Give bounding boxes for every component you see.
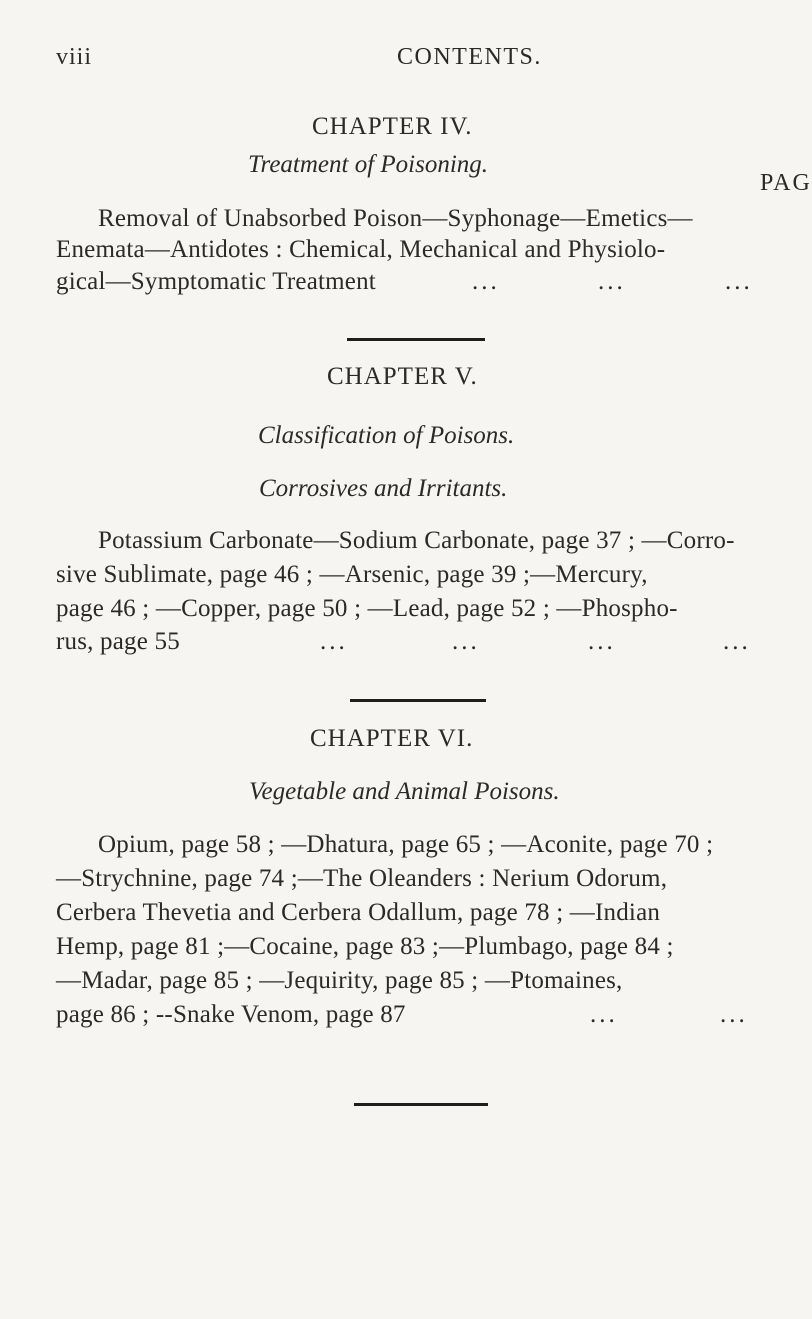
chapter-iv-line-1: Removal of Unabsorbed Poison—Syphonage—Emetics— [98,205,693,232]
chapter-vi-line-1: Opium, page 58 ; —Dhatura, page 65 ; —Aconite, page 70 ; [98,831,714,858]
chapter-iv-heading: CHAPTER IV. [312,113,473,140]
leader-dots: ... [320,628,348,655]
leader-dots: ... [588,628,616,655]
chapter-iv-subtitle: Treatment of Poisoning. [248,151,489,178]
chapter-iv-line-2: Enemata—Antidotes : Chemical, Mechanical and Physiolo- [56,236,666,263]
leader-dots: ... [472,268,500,295]
section-divider [354,1103,488,1106]
section-divider [347,338,485,341]
chapter-v-subtitle: Classification of Poisons. [258,422,515,449]
running-title: CONTENTS. [397,44,542,70]
chapter-iv-line-3: gical—Symptomatic Treatment [56,268,376,295]
page-column-label-fragment: PAG [760,170,812,196]
chapter-vi-heading: CHAPTER VI. [310,725,474,752]
section-divider [350,699,486,702]
leader-dots: ... [598,268,626,295]
chapter-v-line-2: sive Sublimate, page 46 ; —Arsenic, page 39 ;—Mercury, [56,561,648,588]
chapter-v-line-1: Potassium Carbonate—Sodium Carbonate, page 37 ; —Corro- [98,527,735,554]
chapter-vi-line-3: Cerbera Thevetia and Cerbera Odallum, page 78 ; —Indian [56,899,661,926]
chapter-v-line-3: page 46 ; —Copper, page 50 ; —Lead, page 52 ; —Phospho- [56,595,678,622]
leader-dots: ... [723,628,751,655]
chapter-vi-subtitle: Vegetable and Animal Poisons. [249,778,560,805]
chapter-vi-line-2: —Strychnine, page 74 ;—The Oleanders : Nerium Odorum, [56,865,668,892]
chapter-vi-line-5: —Madar, page 85 ; —Jequirity, page 85 ; —Ptomaines, [56,967,623,994]
chapter-vi-line-4: Hemp, page 81 ;—Cocaine, page 83 ;—Plumbago, page 84 ; [56,933,674,960]
chapter-v-subtitle-2: Corrosives and Irritants. [259,475,508,502]
page-number: viii [56,44,93,70]
chapter-v-heading: CHAPTER V. [327,363,478,390]
leader-dots: ... [452,628,480,655]
leader-dots: ... [720,1001,748,1028]
leader-dots: ... [590,1001,618,1028]
chapter-vi-line-6: page 86 ; --Snake Venom, page 87 [56,1001,406,1028]
chapter-v-line-4: rus, page 55 [56,628,180,655]
leader-dots: ... [725,268,753,295]
